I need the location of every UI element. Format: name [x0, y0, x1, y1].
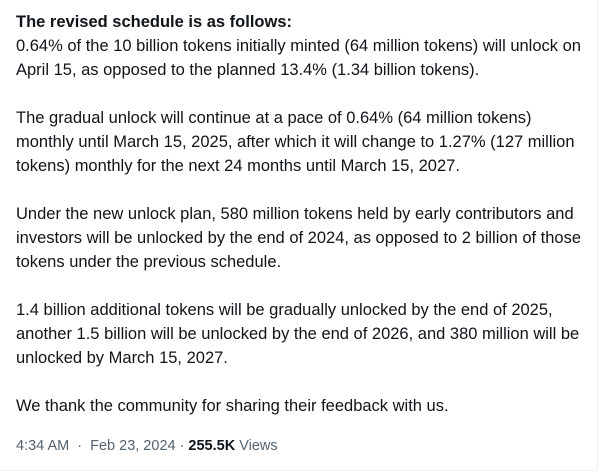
post-paragraph-3: Under the new unlock plan, 580 million tokens held by early contributors and investors will be unlocked by the end of 2024, as opposed to 2 billion of those tokens under the previous schedule.: [16, 205, 582, 271]
views-label: Views: [239, 438, 278, 454]
meta-separator-2: ·: [179, 438, 185, 454]
post-paragraph-5: We thank the community for sharing their feedback with us.: [16, 397, 449, 415]
post-heading: The revised schedule is as follows:: [16, 13, 293, 31]
post-body: [16, 10, 590, 418]
post-time-link[interactable]: [16, 438, 176, 454]
post-paragraph-2: The gradual unlock will continue at a pace of 0.64% (64 million tokens) monthly until March 15, 2025, after which it will change to 1.27% (127 million tokens) monthly for the next 24 months until March 15, 2027.: [16, 109, 575, 175]
post-paragraph-4: 1.4 billion additional tokens will be gradually unlocked by the end of 2025, another 1.5 billion will be unlocked by the end of 2026, and 380 million will be unlocked by March 15, 2027.: [16, 301, 580, 367]
post-paragraph-1: 0.64% of the 10 billion tokens initially minted (64 million tokens) will unlock on April 15, as opposed to the planned 13.4% (1.34 billion tokens).: [16, 37, 581, 79]
post-time: 4:34 AM: [16, 438, 70, 454]
views-count: 255.5K: [188, 438, 236, 454]
post-date: Feb 23, 2024: [90, 438, 176, 454]
views-link[interactable]: [188, 438, 277, 454]
post-meta: [16, 436, 278, 456]
meta-separator: ·: [77, 438, 83, 454]
